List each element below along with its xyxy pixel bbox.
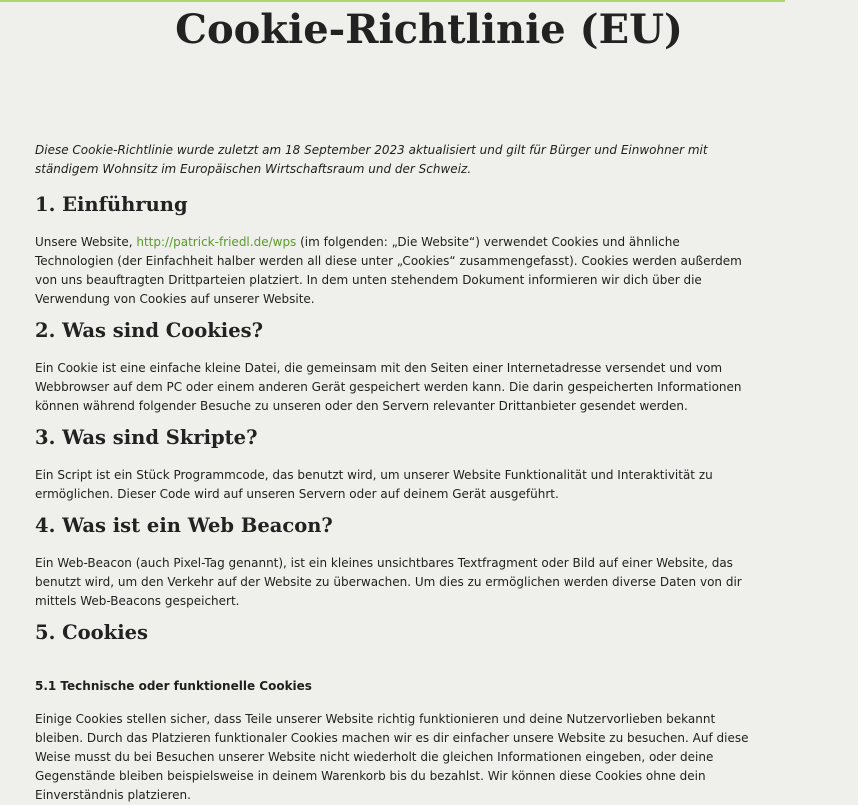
section-heading-introduction: 1. Einführung <box>35 193 188 216</box>
top-accent-line <box>0 0 785 2</box>
section-heading-scripts: 3. Was sind Skripte? <box>35 426 258 449</box>
section-text-web-beacon: Ein Web-Beacon (auch Pixel-Tag genannt), ist ein kleines unsichtbares Textfragment oder Bild auf einer Website, das benutzt wird, um den Verkehr auf der Website zu überwachen. Um dies zu ermöglichen werden diverse Daten von dir mittels Web-Beacons gespeichert. <box>35 556 742 608</box>
page-title: Cookie-Richtlinie (EU) <box>175 6 683 53</box>
section-text-introduction <box>35 233 757 309</box>
website-link[interactable]: http://patrick-friedl.de/wps <box>136 235 297 249</box>
policy-content <box>35 141 757 805</box>
section-heading-cookies: 5. Cookies <box>35 621 148 644</box>
intro-text: Diese Cookie-Richtlinie wurde zuletzt am 18 September 2023 aktualisiert und gilt für Bürger und Einwohner mit ständigem Wohnsitz im Europäischen Wirtschaftsraum und der Schweiz. <box>35 143 708 176</box>
text-after-link: (im folgenden: „Die Website“) verwendet Cookies und ähnliche Technologien (der Einfachheit halber werden all diese unter „Cookies“ zusammengefasst). Cookies werden außerdem von uns beauftragten Drittparteien platziert. In dem unten stehendem Dokument informieren wir dich über die Verwendung von Cookies auf unserer Website. <box>35 235 742 306</box>
section-text-scripts: Ein Script ist ein Stück Programmcode, das benutzt wird, um unserer Website Funktionalität und Interaktivität zu ermöglichen. Dieser Code wird auf unseren Servern oder auf deinem Gerät ausgeführt. <box>35 468 713 501</box>
subsection-text-functional-cookies: Einige Cookies stellen sicher, dass Teile unserer Website richtig funktionieren und deine Nutzervorlieben bekannt bleiben. Durch das Platzieren funktionaler Cookies machen wir es dir einfacher unsere Website zu besuchen. Auf diese Weise musst du bei Besuchen unserer Website nicht wiederholt die gleichen Informationen eingeben, oder deine Gegenstände bleiben beispielsweise in deinem Warenkorb bis du bezahlst. Wir können diese Cookies ohne dein Einverständnis platzieren. <box>35 712 749 802</box>
section-heading-web-beacon: 4. Was ist ein Web Beacon? <box>35 514 333 537</box>
section-text-cookies-definition: Ein Cookie ist eine einfache kleine Datei, die gemeinsam mit den Seiten einer Internetadresse versendet und vom Webbrowser auf dem PC oder einem anderen Gerät gespeichert werden kann. Die darin gespeicherten Informationen können während folgender Besuche zu unseren oder den Servern relevanter Drittanbieter gesendet werden. <box>35 361 742 413</box>
subsection-heading-functional-cookies: 5.1 Technische oder funktionelle Cookies <box>35 679 312 693</box>
text-before-link: Unsere Website, <box>35 235 137 249</box>
section-heading-cookies-definition: 2. Was sind Cookies? <box>35 319 264 342</box>
